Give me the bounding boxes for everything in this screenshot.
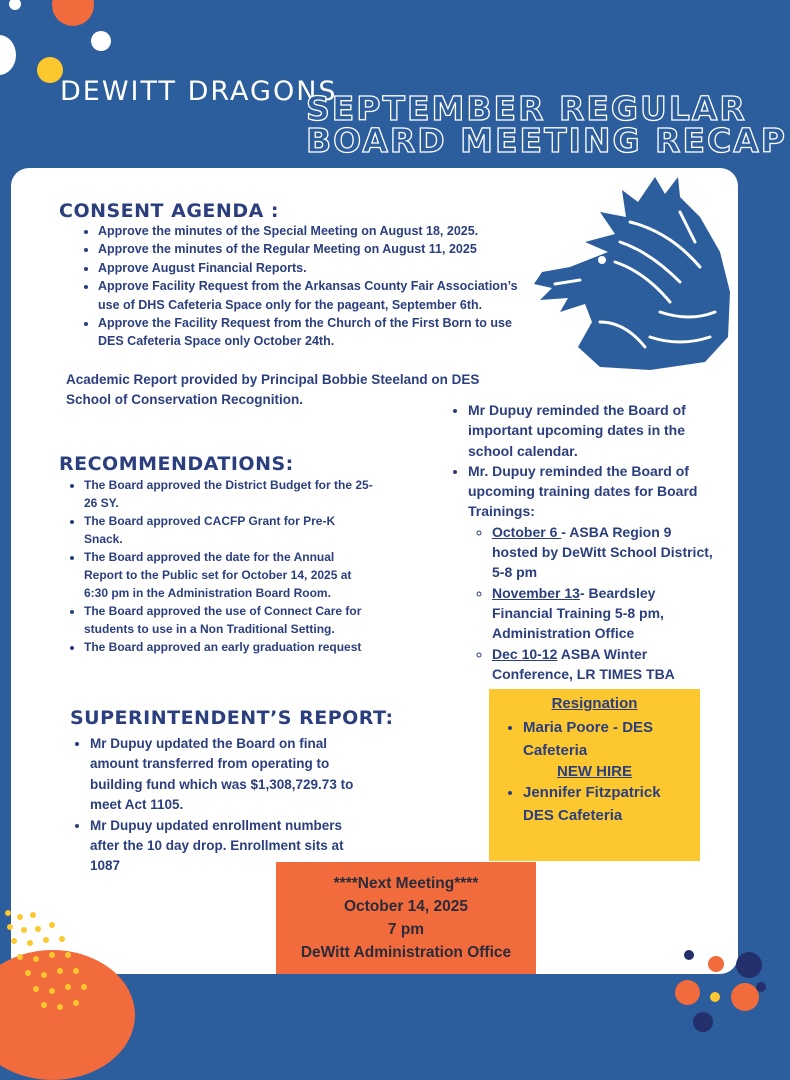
recommendations-heading: RECOMMENDATIONS: — [59, 453, 294, 475]
resignation-heading: Resignation — [551, 695, 638, 712]
consent-item: • Approve Facility Request from the Arkansas County Fair Association’s use of DHS Cafeteria Space only for the pageant, September 6th. — [98, 277, 538, 314]
title-line-1: SEPTEMBER REGULAR — [306, 89, 747, 128]
title-line-2: BOARD MEETING RECAP — [306, 121, 787, 160]
recommendation-item: • The Board approved CACFP Grant for Pre-K Snack. — [84, 512, 374, 548]
recommendation-item: • The Board approved the date for the Annual Report to the Public set for October 14, 2025 at 6:30 pm in the Administration Board Room. — [84, 548, 374, 602]
training-date: October 6 — [492, 523, 562, 540]
next-meeting-time: 7 pm — [387, 921, 425, 938]
academic-report: Academic Report provided by Principal Bobbie Steeland on DES School of Conservation Recognition. — [66, 372, 480, 407]
consent-item: • Approve August Financial Reports. — [98, 259, 538, 277]
decor-dot — [684, 950, 694, 960]
training-item — [492, 644, 718, 685]
training-text: - Beardsley Financial Training 5-8 pm, Administration Office — [492, 584, 664, 642]
decor-dot — [675, 980, 700, 1005]
superintendent-item: • Mr Dupuy updated enrollment numbers after the 10 day drop. Enrollment sits at 1087 — [90, 816, 360, 877]
brand-name: DEWITT DRAGONS — [60, 76, 338, 107]
decor-dot — [756, 982, 766, 992]
decor-dot-white-left — [0, 35, 16, 75]
reminder-item-text: Mr. Dupuy reminded the Board of upcoming training dates for Board Trainings: — [468, 462, 698, 520]
training-date: November 13 — [492, 584, 580, 601]
new-hire-heading: NEW HIRE — [557, 763, 632, 780]
training-text: - ASBA Region 9 hosted by DeWitt School District, 5-8 pm — [492, 523, 713, 581]
superintendent-heading: SUPERINTENDENT’S REPORT: — [70, 707, 394, 729]
decor-yellow-dots — [0, 905, 110, 1020]
board-reminders-section — [448, 400, 718, 684]
new-hire-item: • Jennifer Fitzpatrick DES Cafeteria — [523, 781, 693, 827]
personnel-box — [489, 689, 700, 861]
consent-agenda-section — [78, 222, 538, 351]
decor-dot — [731, 983, 759, 1011]
decor-dot — [710, 992, 720, 1002]
resignation-item: • Maria Poore - DES Cafeteria — [523, 716, 693, 762]
training-item — [492, 583, 718, 644]
recommendation-item: • The Board approved the District Budget for the 25-26 SY. — [84, 476, 374, 512]
reminder-item: • Mr Dupuy reminded the Board of important upcoming dates in the school calendar. — [468, 400, 718, 461]
next-meeting-date: October 14, 2025 — [343, 898, 469, 915]
superintendent-item: • Mr Dupuy updated the Board on final amount transferred from operating to building fund which was $1,308,729.73 to meet Act 1105. — [90, 734, 360, 816]
decor-dot-white-mid — [91, 31, 111, 51]
decor-dot — [708, 956, 724, 972]
next-meeting-box — [276, 862, 536, 974]
consent-agenda-heading: CONSENT AGENDA : — [59, 200, 280, 222]
decor-dot-orange-top — [52, 0, 94, 26]
reminder-item — [468, 461, 718, 684]
dragon-mascot-icon — [530, 172, 735, 372]
recommendations-section — [64, 476, 374, 656]
recommendation-item: • The Board approved an early graduation request — [84, 638, 374, 656]
training-date: Dec 10-12 — [492, 645, 558, 662]
decor-dot — [693, 1012, 713, 1032]
next-meeting-heading: ****Next Meeting**** — [333, 875, 479, 892]
next-meeting-location: DeWitt Administration Office — [300, 944, 512, 961]
recommendation-item: • The Board approved the use of Connect Care for students to use in a Non Traditional Setting. — [84, 602, 374, 638]
consent-item: • Approve the minutes of the Special Meeting on August 18, 2025. — [98, 222, 538, 240]
decor-dot-white-small — [9, 0, 21, 10]
consent-item: • Approve the Facility Request from the Church of the First Born to use DES Cafeteria Space only October 24th. — [98, 314, 538, 351]
training-text: ASBA Winter Conference, LR TIMES TBA — [492, 645, 675, 682]
decor-dot — [736, 952, 762, 978]
page-title — [306, 89, 787, 160]
superintendent-section — [70, 734, 360, 877]
consent-item: • Approve the minutes of the Regular Meeting on August 11, 2025 — [98, 240, 538, 258]
training-item — [492, 522, 718, 583]
